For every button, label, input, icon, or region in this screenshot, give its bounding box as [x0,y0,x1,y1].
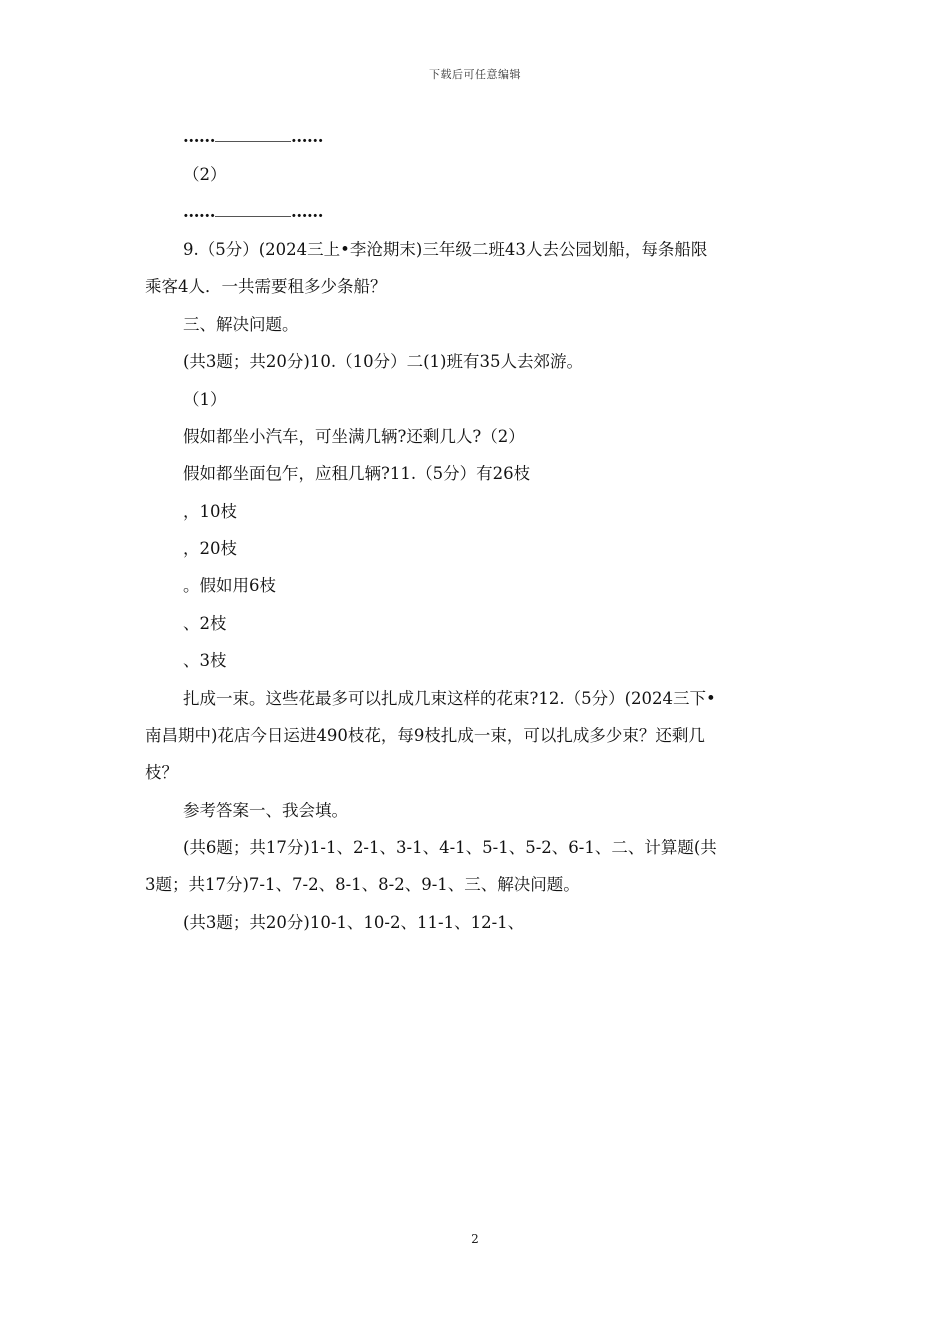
sub-question-label-1: （1） [183,390,227,409]
section-3-meta: (共3题；共20分)10.（10分）二(1)班有35人去郊游。 [183,352,583,371]
answer-key-line-3: (共3题；共20分)10-1、10-2、11-1、12-1、 [183,913,525,932]
question-11-line: 扎成一束。这些花最多可以扎成几束这样的花束?12.（5分）(2024三下• [183,689,716,708]
flower-count-3: 、3枝 [183,651,227,670]
answer-blank [215,127,291,142]
page-header: 下载后可任意编辑 [429,68,521,81]
question-9-line-1: 9.（5分）(2024三上•李沧期末)三年级二班43人去公园划船，每条船限 [183,240,708,259]
question-12-line-2: 枝？ [145,763,178,782]
flower-count-10: ，10枝 [183,502,237,521]
answer-blank-line-2 [183,202,853,222]
flower-count-2: 、2枝 [183,614,227,633]
flower-count-20: ，20枝 [183,539,237,558]
section-3-heading: 三、解决问题。 [183,315,299,334]
question-10-part-1: 假如都坐小汽车，可坐满几辆?还剩几人?（2） [183,427,525,446]
answer-blank [215,202,291,217]
page-number: 2 [471,1232,479,1246]
answer-key-line-2: 3题；共17分)7-1、7-2、8-1、8-2、9-1、三、解决问题。 [145,875,580,894]
ellipsis-left: …… [183,127,215,146]
question-12-line-1: 南昌期中)花店今日运进490枝花，每9枝扎成一束，可以扎成多少束？还剩几 [145,726,705,745]
ellipsis-right: …… [291,202,323,221]
ellipsis-right: …… [291,127,323,146]
question-10-part-2: 假如都坐面包乍，应租几辆?11.（5分）有26枝 [183,464,531,483]
answer-key-line-1: (共6题；共17分)1-1、2-1、3-1、4-1、5-1、5-2、6-1、二、计算题(共 [183,838,717,857]
answer-blank-line-1 [183,127,853,147]
flower-count-6: 。假如用6枝 [183,576,276,595]
question-9-line-2: 乘客4人．一共需要租多少条船？ [145,277,387,296]
sub-question-label-2: （2） [183,165,227,184]
answer-key-title: 参考答案一、我会填。 [183,801,348,820]
ellipsis-left: …… [183,202,215,221]
